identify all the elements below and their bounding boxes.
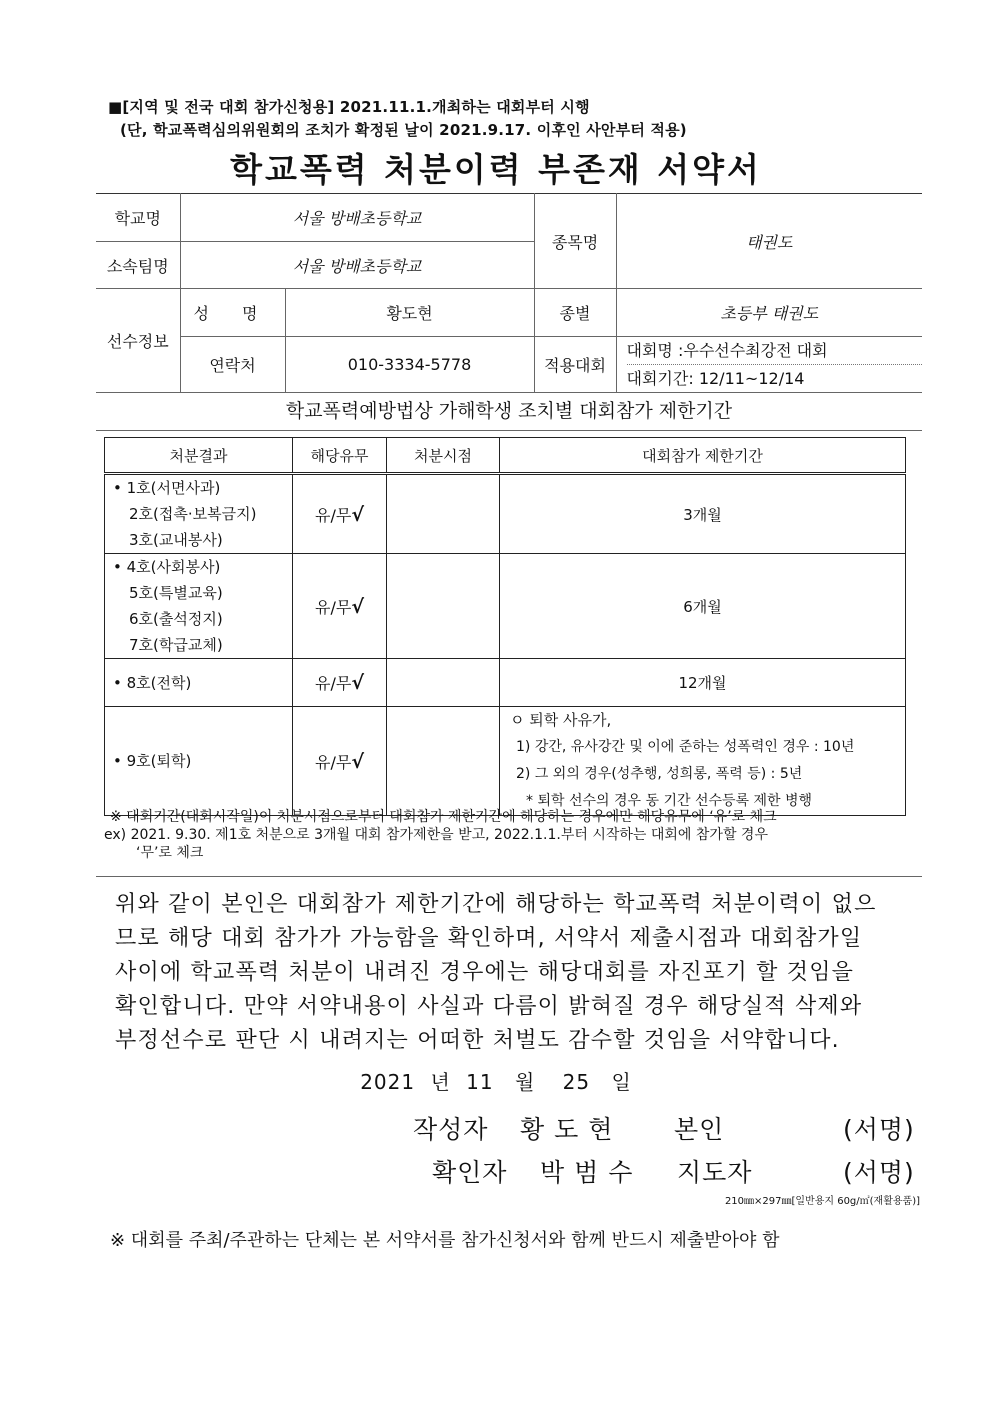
date-day: 25 xyxy=(562,1070,591,1094)
note-1: ※ 대회기간(대회시작일)이 처분시점으로부터 대회참가 제한기간에 해당하는 경우에만 해당유무에 ‘유’로 체크 xyxy=(110,809,777,825)
applicable-check xyxy=(293,554,387,659)
author-signature: (서명) xyxy=(843,1115,915,1144)
header-line-2: (단, 학교폭력심의위원회의 조치가 확정된 날이 2021.9.17. 이후인 사안부터 적용) xyxy=(120,121,687,139)
apply-competition-label: 적용대회 xyxy=(534,337,616,393)
paper-spec: 210㎜×297㎜[일반용지 60g/㎡(재활용품)] xyxy=(724,1196,920,1207)
header-disposition-date: 처분시점 xyxy=(387,438,500,474)
competition-name: 대회명 :우수선수최강전 대회 xyxy=(627,337,923,365)
date-year-unit: 년 xyxy=(430,1070,451,1094)
confirmer-role: 확인자 xyxy=(432,1158,508,1187)
levels-4-7 xyxy=(105,554,293,659)
table-row xyxy=(105,474,906,554)
pledge-date xyxy=(0,1066,992,1095)
period-value: 3개월 xyxy=(500,474,906,554)
table-row xyxy=(105,554,906,659)
header-disposition: 처분결과 xyxy=(105,438,293,474)
author-role: 작성자 xyxy=(413,1115,489,1144)
restriction-table xyxy=(104,437,906,816)
expulsion-line: ㅇ 퇴학 사유가, xyxy=(510,711,612,729)
check-mark-icon: √ xyxy=(351,750,364,773)
expulsion-line: * 퇴학 선수의 경우 동 기간 선수등록 제한 병행 xyxy=(526,793,813,809)
name-label: 성 명 xyxy=(180,289,285,337)
category-label: 종별 xyxy=(534,289,616,337)
level-item: • 1호(서면사과) xyxy=(113,479,221,497)
pledge-body xyxy=(115,888,915,1058)
expulsion-period-cell xyxy=(500,707,906,816)
check-mark-icon: √ xyxy=(351,672,364,694)
restriction-subtitle: 학교폭력예방법상 가해학생 조치별 대회참가 제한기간 xyxy=(285,400,733,422)
level-item: • 8호(전학) xyxy=(113,673,192,692)
table-row xyxy=(105,707,906,816)
check-text: 유/무 xyxy=(315,752,352,772)
level-8 xyxy=(105,659,293,707)
document-title: 학교폭력 처분이력 부존재 서약서 xyxy=(230,150,762,189)
table-row xyxy=(105,659,906,707)
period-value: 6개월 xyxy=(500,554,906,659)
pledge-line: 사이에 학교폭력 처분이 내려진 경우에는 해당대회를 자진포기 할 것임을 xyxy=(115,960,855,985)
pledge-line: 부정선수로 판단 시 내려지는 어떠한 처벌도 감수할 것임을 서약합니다. xyxy=(115,1028,840,1053)
pledge-line: 확인합니다. 만약 서약내용이 사실과 다름이 밝혀질 경우 해당실적 삭제와 xyxy=(115,994,863,1019)
level-item: • 9호(퇴학) xyxy=(113,752,192,770)
level-item: 6호(출석정지) xyxy=(129,610,223,628)
period-value: 12개월 xyxy=(500,659,906,707)
date-day-unit: 일 xyxy=(611,1070,632,1094)
pledge-line: 위와 같이 본인은 대회참가 제한기간에 해당하는 학교폭력 처분이력이 없으 xyxy=(115,892,877,917)
disposition-date-cell xyxy=(387,474,500,554)
level-item: 3호(교내봉사) xyxy=(129,531,223,549)
athlete-info-label: 선수정보 xyxy=(96,289,180,393)
school-value: 서울 방배초등학교 xyxy=(180,194,534,242)
disposition-date-cell xyxy=(387,659,500,707)
date-month: 11 xyxy=(466,1070,494,1094)
date-month-unit: 월 xyxy=(514,1070,536,1094)
author-relation: 본인 xyxy=(674,1115,725,1144)
info-table xyxy=(96,193,922,393)
check-mark-icon: √ xyxy=(351,503,364,526)
author-name: 황 도 현 xyxy=(520,1115,614,1144)
note-2b: ‘무’로 체크 xyxy=(136,845,204,861)
level-item: 5호(특별교육) xyxy=(129,584,223,602)
level-item: • 4호(사회봉사) xyxy=(113,558,221,576)
level-item: 7호(학급교체) xyxy=(129,636,223,654)
competition-cell xyxy=(616,337,922,393)
note-2a: ex) 2021. 9.30. 제1호 처분으로 3개월 대회 참가제한을 받고, 2022.1.1.부터 시작하는 대회에 참가할 경우 xyxy=(104,827,768,843)
subtitle-divider xyxy=(96,430,922,431)
team-label: 소속팀명 xyxy=(96,242,180,289)
check-text: 유/무 xyxy=(315,505,352,525)
footnote: ※ 대회를 주최/주관하는 단체는 본 서약서를 참가신청서와 함께 반드시 제출받아야 함 xyxy=(110,1230,780,1251)
notes xyxy=(104,808,924,862)
levels-1-3 xyxy=(105,474,293,554)
confirmer-relation: 지도자 xyxy=(677,1158,753,1187)
disposition-date-cell xyxy=(387,707,500,816)
applicable-check xyxy=(293,474,387,554)
confirmer-signature: (서명) xyxy=(843,1158,915,1187)
check-text: 유/무 xyxy=(315,674,352,693)
level-item: 2호(접촉·보복금지) xyxy=(129,505,257,523)
name-value: 황도현 xyxy=(285,289,534,337)
expulsion-line: 1) 강간, 유사강간 및 이에 준하는 성폭력인 경우 : 10년 xyxy=(516,739,855,755)
header-applicable: 해당유무 xyxy=(293,438,387,474)
contact-value: 010-3334-5778 xyxy=(285,337,534,393)
competition-period: 대회기간: 12/11~12/14 xyxy=(626,369,805,388)
confirmer-name: 박 범 수 xyxy=(540,1158,634,1187)
category-value: 초등부 태권도 xyxy=(616,289,922,337)
level-9 xyxy=(105,707,293,816)
event-value: 태권도 xyxy=(616,194,922,289)
expulsion-line: 2) 그 외의 경우(성추행, 성희롱, 폭력 등) : 5년 xyxy=(516,766,803,782)
date-year: 2021 xyxy=(360,1070,416,1094)
contact-label: 연락처 xyxy=(180,337,285,393)
check-text: 유/무 xyxy=(315,597,352,617)
team-value: 서울 방배초등학교 xyxy=(180,242,534,289)
school-label: 학교명 xyxy=(96,194,180,242)
disposition-date-cell xyxy=(387,554,500,659)
event-label: 종목명 xyxy=(534,194,616,289)
notes-divider xyxy=(96,876,922,877)
applicable-check xyxy=(293,707,387,816)
pledge-line: 므로 해당 대회 참가가 가능함을 확인하며, 서약서 제출시점과 대회참가일 xyxy=(115,926,863,951)
applicable-check xyxy=(293,659,387,707)
check-mark-icon: √ xyxy=(351,595,364,618)
header-restriction-period: 대회참가 제한기간 xyxy=(500,438,906,474)
header-line-1: ■[지역 및 전국 대회 참가신청용] 2021.11.1.개최하는 대회부터 시행 xyxy=(108,98,590,116)
